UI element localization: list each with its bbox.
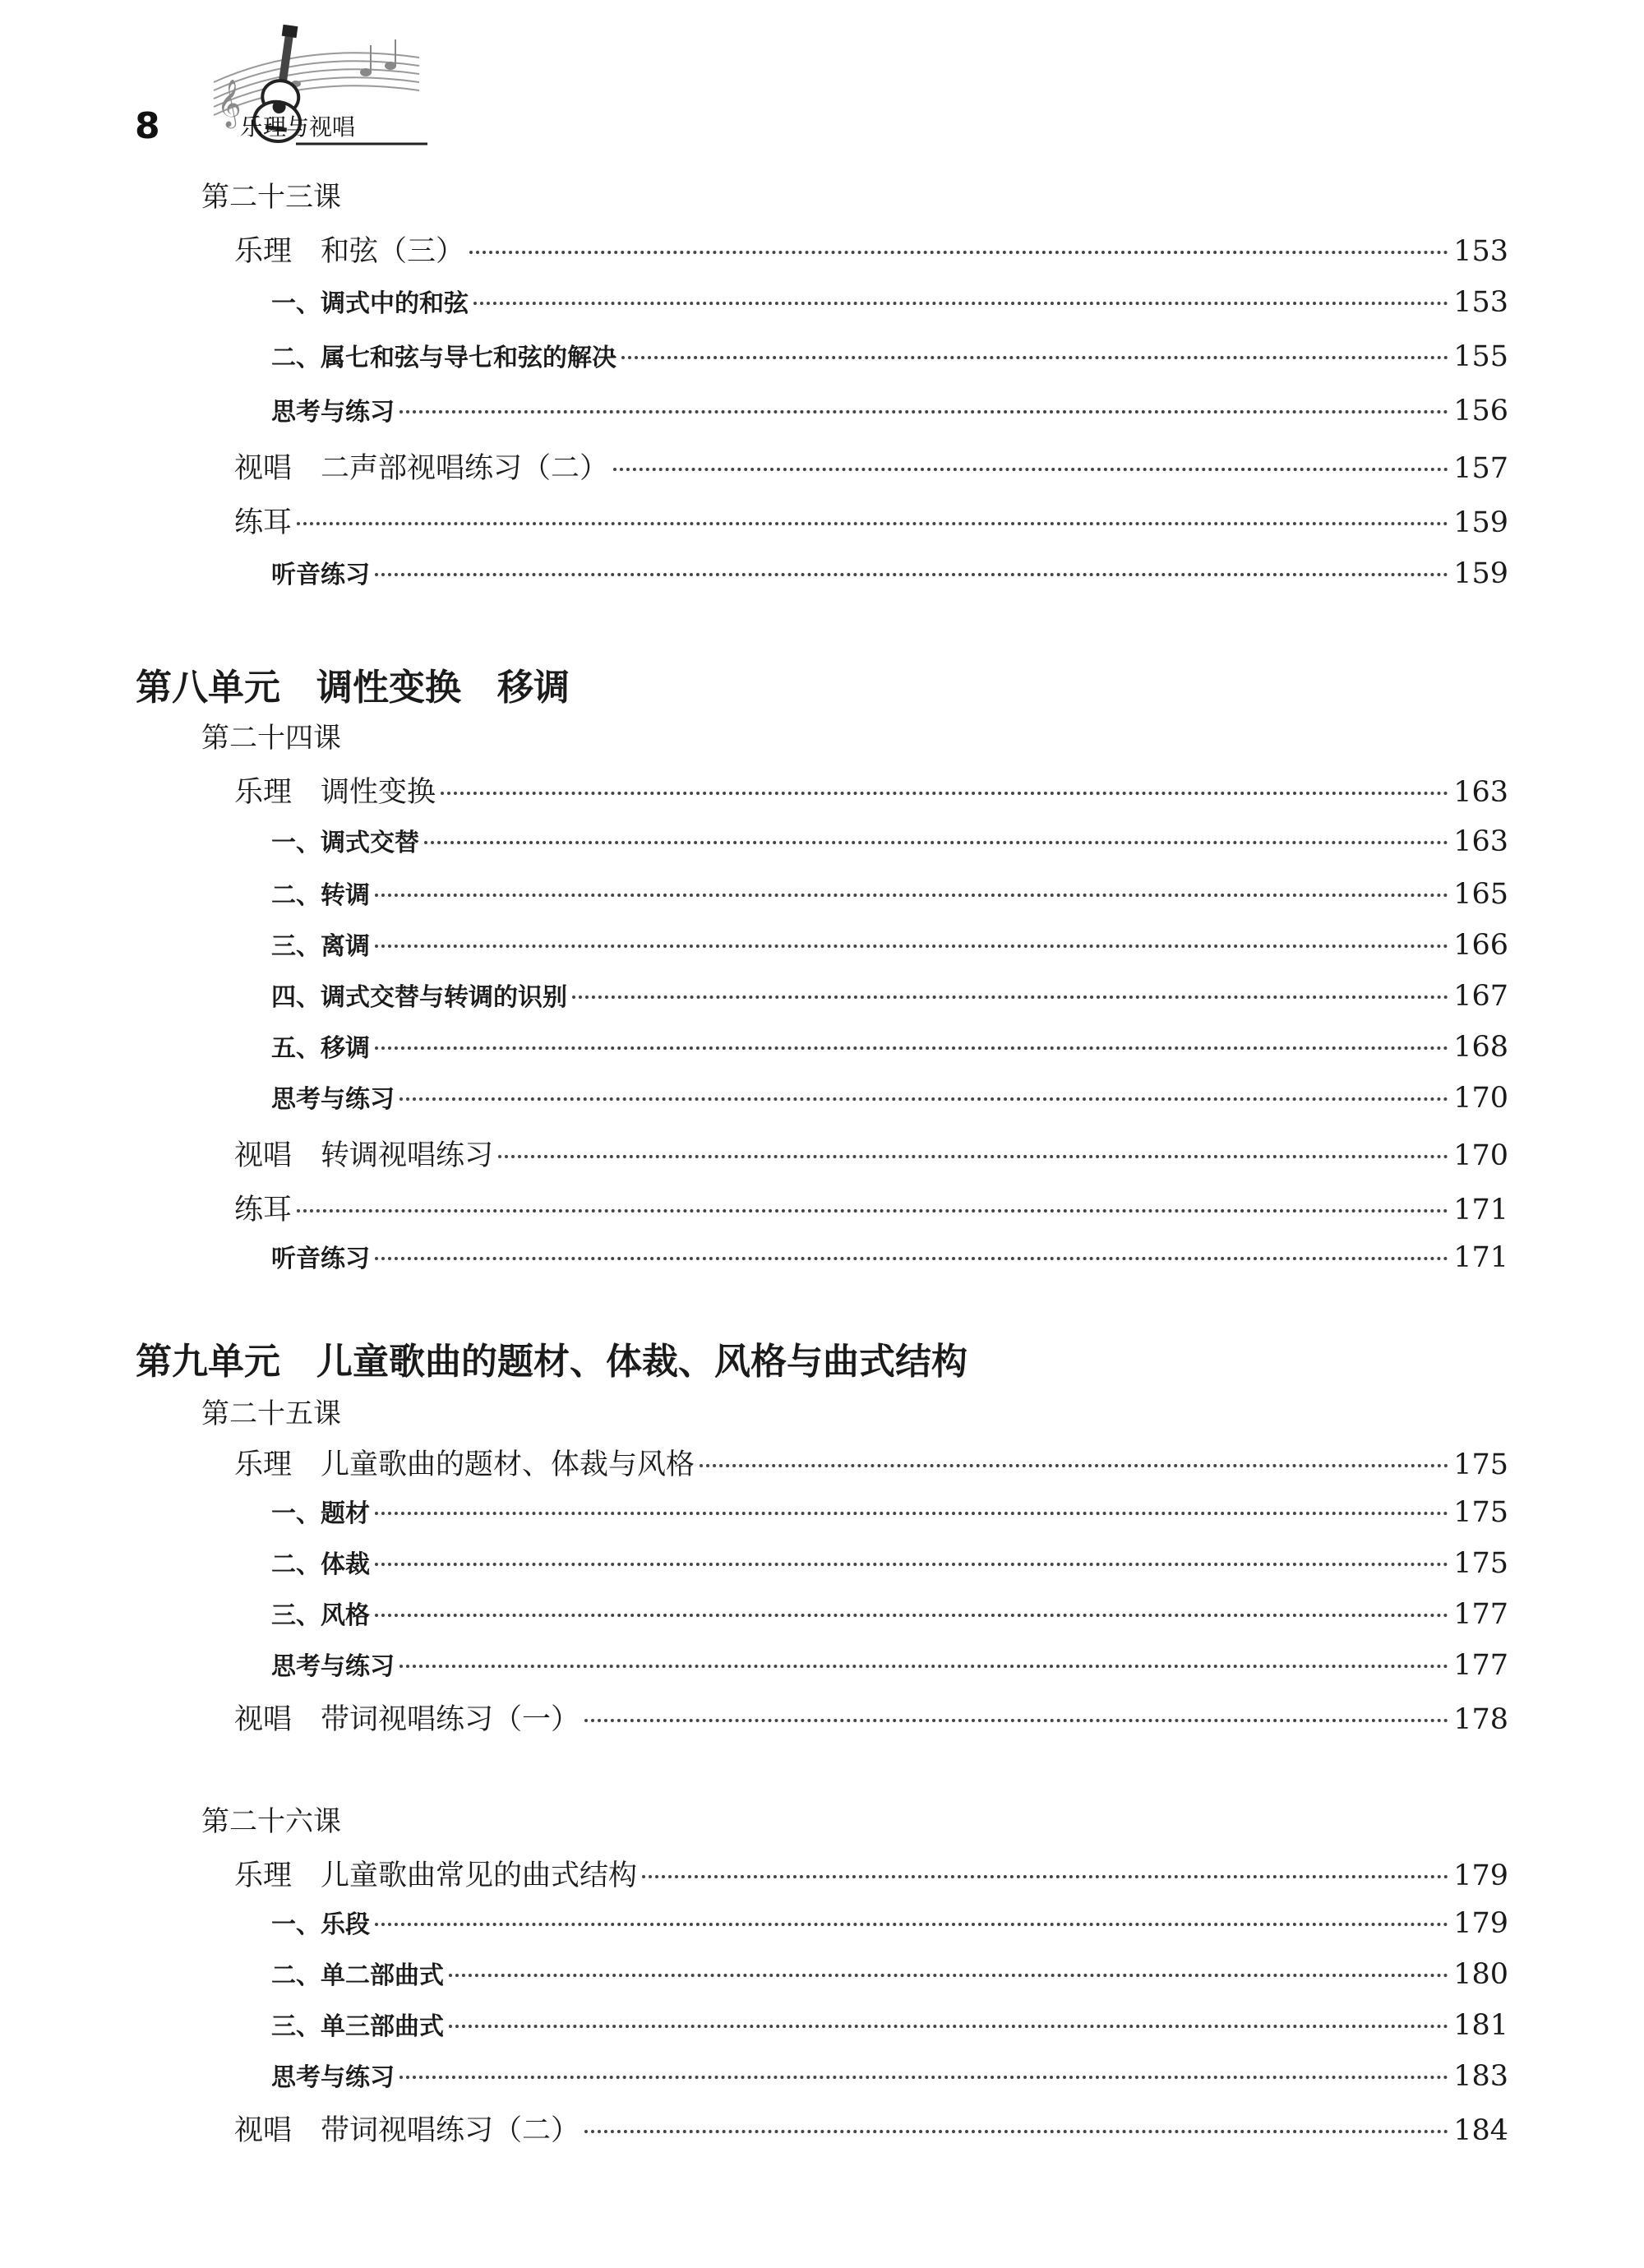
leader-dots <box>469 251 1448 254</box>
toc-entry-page: 184 <box>1453 2114 1508 2147</box>
toc-entry[interactable] <box>271 391 1508 427</box>
leader-dots <box>700 1464 1448 1467</box>
toc-entry-label: 二、属七和弦与导七和弦的解决 <box>271 344 616 372</box>
toc-entry-label: 听音练习 <box>271 561 370 589</box>
leader-dots <box>375 1614 1448 1617</box>
toc-entry-label: 练耳 <box>234 1194 293 1226</box>
toc-entry[interactable] <box>234 1697 1508 1738</box>
toc-entry-page: 159 <box>1453 557 1508 590</box>
toc-entry[interactable] <box>271 822 1508 858</box>
toc-entry[interactable] <box>271 926 1508 962</box>
toc-entry-label: 三、单三部曲式 <box>271 2012 444 2041</box>
toc-entry-page: 179 <box>1453 1859 1508 1892</box>
unit-title: 第八单元 调性变换 移调 <box>136 667 570 709</box>
leader-dots <box>297 1209 1448 1213</box>
toc-entry-label: 四、调式交替与转调的识别 <box>271 983 567 1012</box>
leader-dots <box>473 302 1448 305</box>
toc-entry-label: 思考与练习 <box>271 1085 395 1114</box>
lesson-title: 第二十五课 <box>201 1397 341 1430</box>
toc-entry-label: 二、单二部曲式 <box>271 1961 444 1990</box>
toc-entry-label: 二、转调 <box>271 881 370 910</box>
toc-entry[interactable] <box>271 554 1508 590</box>
toc-entry[interactable] <box>271 1079 1508 1115</box>
toc-entry[interactable] <box>234 2108 1508 2149</box>
toc-entry-label: 乐理 儿童歌曲的题材、体裁与风格 <box>234 1448 695 1481</box>
toc-entry-label: 一、调式交替 <box>271 829 419 857</box>
toc-entry-page: 163 <box>1453 825 1508 858</box>
toc-entry-page: 159 <box>1453 506 1508 539</box>
toc-entry[interactable] <box>271 875 1508 911</box>
leader-dots <box>498 1155 1448 1158</box>
leader-dots <box>399 1665 1448 1668</box>
toc-entry-label: 练耳 <box>234 506 293 539</box>
toc-entry-page: 166 <box>1453 929 1508 962</box>
toc-entry-label: 一、题材 <box>271 1499 370 1528</box>
leader-dots <box>449 1974 1448 1977</box>
toc-entry-page: 168 <box>1453 1031 1508 1064</box>
leader-dots <box>449 2025 1448 2028</box>
lesson-title: 第二十三课 <box>201 181 341 214</box>
toc-entry-page: 175 <box>1453 1448 1508 1481</box>
toc-entry-label: 三、风格 <box>271 1601 370 1630</box>
book-title: 乐理与视唱 <box>240 113 356 141</box>
toc-entry-page: 171 <box>1453 1194 1508 1226</box>
toc-entry-label: 视唱 带词视唱练习（一） <box>234 1703 580 1736</box>
toc-entry[interactable] <box>271 2006 1508 2042</box>
toc-entry-page: 153 <box>1453 235 1508 268</box>
toc-entry-label: 一、乐段 <box>271 1910 370 1939</box>
toc-entry-label: 视唱 转调视唱练习 <box>234 1139 494 1172</box>
page-number: 8 <box>135 105 160 147</box>
toc-entry[interactable] <box>271 1028 1508 1064</box>
toc-entry-label: 听音练习 <box>271 1245 370 1273</box>
toc-entry[interactable] <box>271 1238 1508 1274</box>
toc-entry-page: 183 <box>1453 2060 1508 2093</box>
leader-dots <box>621 356 1448 359</box>
toc-entry-page: 170 <box>1453 1082 1508 1115</box>
toc-entry-page: 179 <box>1453 1907 1508 1940</box>
lesson-title: 第二十四课 <box>201 722 341 755</box>
leader-dots <box>572 995 1448 999</box>
toc-entry-page: 181 <box>1453 2009 1508 2042</box>
leader-dots <box>297 522 1448 525</box>
toc-entry[interactable] <box>234 1133 1508 1174</box>
lesson-title: 第二十六课 <box>201 1805 341 1838</box>
toc-entry-label: 视唱 二声部视唱练习（二） <box>234 452 609 485</box>
toc-entry-label: 乐理 和弦（三） <box>234 235 465 268</box>
toc-entry-label: 思考与练习 <box>271 2063 395 2092</box>
toc-entry-label: 视唱 带词视唱练习（二） <box>234 2114 580 2147</box>
leader-dots <box>584 1719 1448 1722</box>
toc-entry-page: 178 <box>1453 1703 1508 1736</box>
toc-entry[interactable] <box>271 337 1508 373</box>
toc-entry-label: 乐理 调性变换 <box>234 776 436 809</box>
toc-entry[interactable] <box>271 1595 1508 1631</box>
toc-entry[interactable] <box>234 446 1508 487</box>
leader-dots <box>375 1923 1448 1926</box>
toc-entry[interactable] <box>271 1493 1508 1529</box>
toc-entry-label: 思考与练习 <box>271 398 395 427</box>
toc-entry-page: 155 <box>1453 340 1508 373</box>
toc-entry-page: 175 <box>1453 1547 1508 1580</box>
toc-entry-page: 177 <box>1453 1598 1508 1631</box>
leader-dots <box>441 792 1448 795</box>
toc-entry[interactable] <box>234 229 1508 270</box>
toc-entry[interactable] <box>271 2057 1508 2093</box>
toc-entry[interactable] <box>234 1853 1508 1894</box>
leader-dots <box>375 1046 1448 1050</box>
leader-dots <box>375 1257 1448 1260</box>
toc-entry-label: 思考与练习 <box>271 1652 395 1681</box>
toc-entry[interactable] <box>271 283 1508 319</box>
toc-entry[interactable] <box>234 1442 1508 1483</box>
toc-entry-page: 171 <box>1453 1241 1508 1274</box>
toc-entry-page: 177 <box>1453 1649 1508 1682</box>
leader-dots <box>399 1097 1448 1101</box>
leader-dots <box>399 410 1448 413</box>
toc-entry[interactable] <box>234 500 1508 541</box>
leader-dots <box>642 1875 1448 1878</box>
toc-entry-page: 175 <box>1453 1496 1508 1529</box>
toc-entry[interactable] <box>271 1955 1508 1991</box>
leader-dots <box>424 841 1448 844</box>
leader-dots <box>375 894 1448 897</box>
toc-entry-page: 167 <box>1453 980 1508 1013</box>
toc-entry-page: 170 <box>1453 1139 1508 1172</box>
toc-entry[interactable] <box>234 1187 1508 1228</box>
leader-dots <box>375 573 1448 576</box>
toc-entry-label: 一、调式中的和弦 <box>271 289 469 318</box>
toc-entry-page: 156 <box>1453 395 1508 427</box>
toc-entry[interactable] <box>234 769 1508 811</box>
toc-entry-label: 二、体裁 <box>271 1550 370 1579</box>
toc-entry-label: 乐理 儿童歌曲常见的曲式结构 <box>234 1859 638 1892</box>
toc-entry[interactable] <box>271 977 1508 1013</box>
toc-entry[interactable] <box>271 1544 1508 1580</box>
leader-dots <box>375 945 1448 948</box>
toc-entry-page: 180 <box>1453 1958 1508 1991</box>
leader-dots <box>399 2076 1448 2079</box>
toc-entry-label: 五、移调 <box>271 1034 370 1063</box>
toc-entry-page: 153 <box>1453 286 1508 319</box>
leader-dots <box>584 2130 1448 2133</box>
toc-entry[interactable] <box>271 1904 1508 1940</box>
leader-dots <box>375 1563 1448 1566</box>
toc-entry-page: 165 <box>1453 878 1508 911</box>
toc-entry[interactable] <box>271 1646 1508 1682</box>
toc-entry-page: 163 <box>1453 776 1508 809</box>
unit-title: 第九单元 儿童歌曲的题材、体裁、风格与曲式结构 <box>136 1341 967 1383</box>
toc-entry-label: 三、离调 <box>271 932 370 961</box>
leader-dots <box>613 468 1448 471</box>
leader-dots <box>375 1512 1448 1515</box>
svg-text:𝄞: 𝄞 <box>217 79 242 127</box>
toc-entry-page: 157 <box>1453 452 1508 485</box>
